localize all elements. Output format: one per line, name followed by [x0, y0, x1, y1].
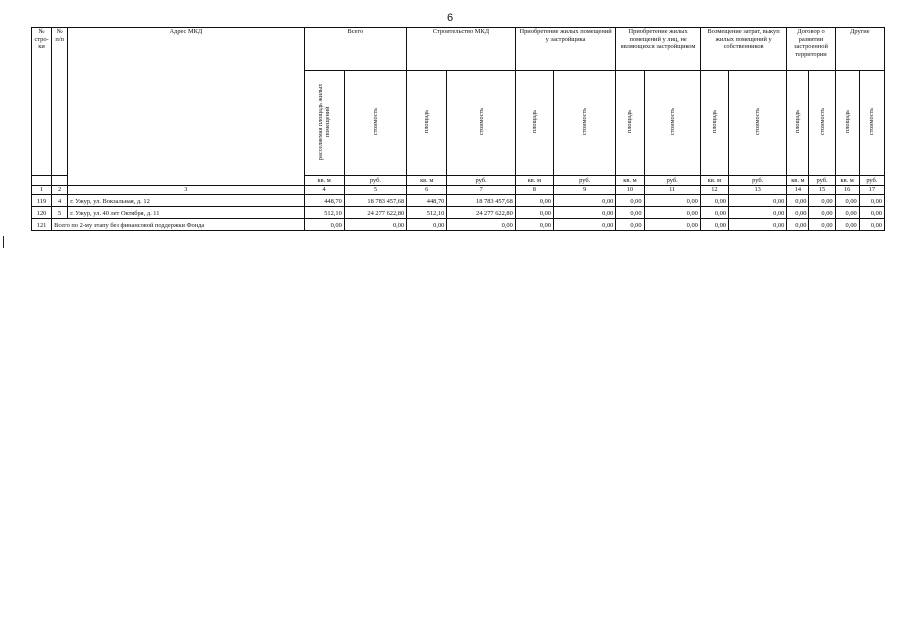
value-cell: 0,00 [616, 218, 644, 230]
value-cell: 0,00 [787, 206, 809, 218]
unit-area: кв. м [787, 176, 809, 186]
value-cell: 0,00 [616, 206, 644, 218]
column-number-row [32, 186, 885, 195]
margin-mark [3, 236, 4, 248]
value-cell: 0,00 [553, 206, 615, 218]
header-group-construction: Строительство МКД [407, 28, 516, 71]
unit-area: кв. м [835, 176, 859, 186]
unit-rub: руб. [447, 176, 515, 186]
value-cell: 0,00 [616, 194, 644, 206]
unit-rub: руб. [729, 176, 787, 186]
col-number: 11 [644, 186, 700, 195]
sub-area: площадь [787, 71, 809, 176]
value-cell: 0,00 [553, 194, 615, 206]
col-number: 6 [407, 186, 447, 195]
value-cell: 0,00 [787, 194, 809, 206]
value-cell: 24 277 622,80 [447, 206, 515, 218]
value-cell: 0,00 [700, 218, 728, 230]
value-cell: 0,00 [835, 206, 859, 218]
resettlement-table [31, 27, 885, 231]
address-cell: г. Ужур, ул. Вокзальная, д. 12 [68, 194, 304, 206]
unit-area: кв. м [616, 176, 644, 186]
seq-number: 4 [52, 194, 68, 206]
header-row-no: № стро-ки [32, 28, 52, 176]
value-cell: 0,00 [787, 218, 809, 230]
col-number: 8 [515, 186, 553, 195]
row-number: 120 [32, 206, 52, 218]
empty-cell [32, 176, 52, 186]
value-cell: 0,00 [644, 206, 700, 218]
col-number: 10 [616, 186, 644, 195]
value-cell: 0,00 [515, 218, 553, 230]
value-cell: 0,00 [304, 218, 344, 230]
header-group-developer: Приобретение жилых помещений у застройщика [515, 28, 616, 71]
value-cell: 0,00 [859, 206, 884, 218]
value-cell: 0,00 [809, 194, 835, 206]
sub-area: площадь [700, 71, 728, 176]
col-number: 1 [32, 186, 52, 195]
unit-rub: руб. [644, 176, 700, 186]
value-cell: 0,00 [729, 218, 787, 230]
unit-rub: руб. [809, 176, 835, 186]
page-number: 6 [446, 12, 454, 24]
unit-area: кв. м [304, 176, 344, 186]
unit-area: кв. м [407, 176, 447, 186]
value-cell: 0,00 [644, 194, 700, 206]
header-address: Адрес МКД [68, 28, 304, 186]
row-number: 121 [32, 218, 52, 230]
value-cell: 0,00 [809, 218, 835, 230]
total-label: Всего по 2-му этапу без финансовой поддержки Фонда [52, 218, 304, 230]
value-cell: 512,10 [304, 206, 344, 218]
empty-cell [52, 176, 68, 186]
unit-area: кв. м [700, 176, 728, 186]
value-cell: 0,00 [729, 206, 787, 218]
header-group-nondeveloper: Приобретение жилых помещений у лиц, не являющихся застройщиком [616, 28, 700, 71]
sub-area: площадь [616, 71, 644, 176]
value-cell: 0,00 [835, 194, 859, 206]
seq-number: 5 [52, 206, 68, 218]
col-number: 17 [859, 186, 884, 195]
col-number: 2 [52, 186, 68, 195]
sub-area: площадь [515, 71, 553, 176]
unit-rub: руб. [553, 176, 615, 186]
value-cell: 24 277 622,80 [344, 206, 406, 218]
unit-rub: руб. [344, 176, 406, 186]
col-number: 14 [787, 186, 809, 195]
value-cell: 0,00 [809, 206, 835, 218]
sub-cost: стоимость [344, 71, 406, 176]
value-cell: 512,10 [407, 206, 447, 218]
value-cell: 18 783 457,68 [344, 194, 406, 206]
sub-cost: стоимость [809, 71, 835, 176]
value-cell: 0,00 [447, 218, 515, 230]
value-cell: 0,00 [344, 218, 406, 230]
row-number: 119 [32, 194, 52, 206]
sub-cost: стоимость [859, 71, 884, 176]
col-number: 5 [344, 186, 406, 195]
value-cell: 0,00 [700, 194, 728, 206]
table-row [32, 194, 885, 206]
value-cell: 0,00 [644, 218, 700, 230]
sub-area: площадь [835, 71, 859, 176]
unit-area: кв. м [515, 176, 553, 186]
address-cell: г. Ужур, ул. 40 лет Октября, д. 11 [68, 206, 304, 218]
unit-rub: руб. [859, 176, 884, 186]
value-cell: 0,00 [515, 194, 553, 206]
sub-total-area: расселяемая площадь жилых помещений [304, 71, 344, 176]
header-group-compensation: Возмещение затрат, выкуп жилых помещений у собственников [700, 28, 786, 71]
header-row-groups [32, 28, 885, 71]
sub-cost: стоимость [729, 71, 787, 176]
value-cell: 0,00 [553, 218, 615, 230]
col-number: 15 [809, 186, 835, 195]
sub-area: площадь [407, 71, 447, 176]
value-cell: 18 783 457,68 [447, 194, 515, 206]
value-cell: 0,00 [835, 218, 859, 230]
table-row [32, 206, 885, 218]
sub-cost: стоимость [644, 71, 700, 176]
header-group-territory: Договор о развитии застроенной территории [787, 28, 835, 71]
header-seq-no: № п/п [52, 28, 68, 176]
header-group-other: Другие [835, 28, 884, 71]
value-cell: 448,70 [407, 194, 447, 206]
col-number: 7 [447, 186, 515, 195]
sub-cost: стоимость [447, 71, 515, 176]
col-number: 12 [700, 186, 728, 195]
col-number: 13 [729, 186, 787, 195]
sub-cost: стоимость [553, 71, 615, 176]
value-cell: 0,00 [729, 194, 787, 206]
value-cell: 0,00 [859, 194, 884, 206]
col-number: 9 [553, 186, 615, 195]
col-number: 16 [835, 186, 859, 195]
col-number: 3 [68, 186, 304, 195]
value-cell: 0,00 [407, 218, 447, 230]
header-group-total: Всего [304, 28, 407, 71]
value-cell: 0,00 [515, 206, 553, 218]
value-cell: 448,70 [304, 194, 344, 206]
value-cell: 0,00 [859, 218, 884, 230]
col-number: 4 [304, 186, 344, 195]
value-cell: 0,00 [700, 206, 728, 218]
total-row [32, 218, 885, 230]
